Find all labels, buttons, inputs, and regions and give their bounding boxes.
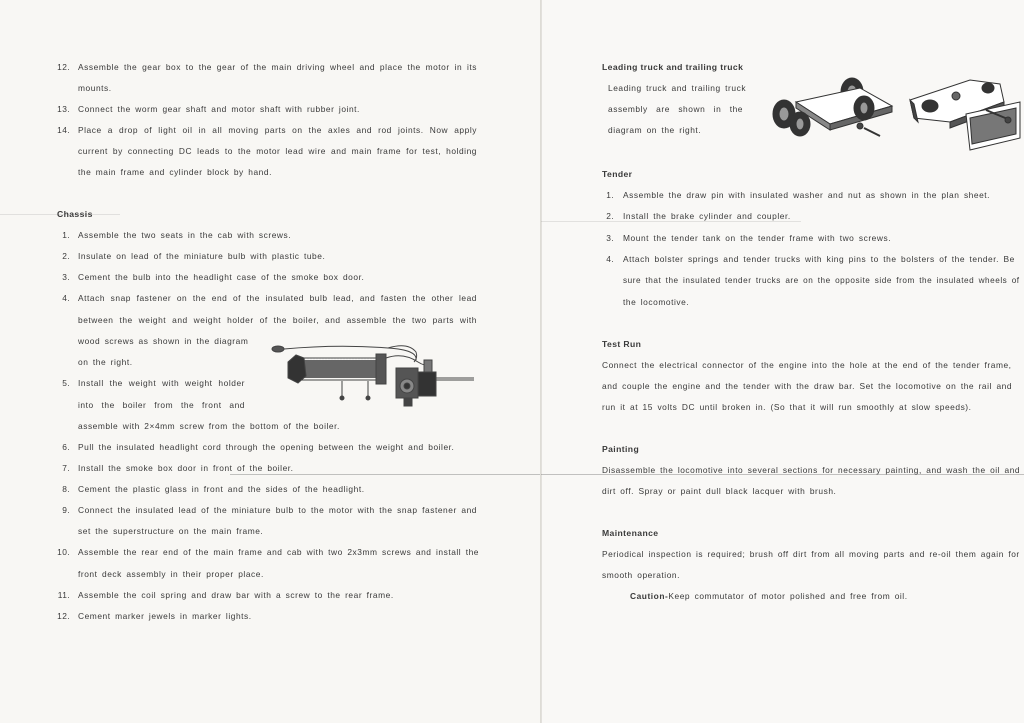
list-item-line: Install the brake cylinder and coupler. [623, 211, 791, 221]
list-number: 9. [62, 505, 70, 515]
paper-crease [541, 474, 1024, 475]
list-number: 4. [606, 254, 614, 264]
list-number: 8. [62, 484, 70, 494]
list-item-line: between the weight and weight holder of the boiler, and assemble the two parts with [78, 315, 477, 325]
list-item-line: Cement the plastic glass in front and the sides of the headlight. [78, 484, 365, 494]
list-item-line: Assemble the rear end of the main frame and cab with two 2x3mm screws and install the [78, 547, 479, 557]
list-item-line: Attach snap fastener on the end of the insulated bulb lead, and fasten the other lead [78, 293, 477, 303]
page-fold [540, 0, 542, 723]
list-item-line: wood screws as shown in the diagram [78, 336, 249, 346]
list-item-line: Cement marker jewels in marker lights. [78, 611, 252, 621]
list-item-line: the main frame and cylinder block by hand. [78, 167, 272, 177]
list-number: 4. [62, 293, 70, 303]
list-item-line: current by connecting DC leads to the motor lead wire and main frame for test, holding [78, 146, 477, 156]
paragraph-line: Connect the electrical connector of the engine into the hole at the end of the tender frame, [602, 360, 1012, 370]
section-heading-leading-truck: Leading truck and trailing truck [602, 62, 744, 72]
list-number: 13. [57, 104, 70, 114]
list-item-line: Connect the insulated lead of the miniature bulb to the motor with the snap fastener and [78, 505, 477, 515]
caution-note [630, 591, 908, 602]
section-heading-painting: Painting [602, 444, 640, 454]
list-number: 1. [606, 190, 614, 200]
list-number: 3. [606, 233, 614, 243]
paper-crease [230, 474, 540, 475]
caution-label: Caution- [630, 591, 669, 601]
truck-assembly-diagram [760, 62, 1022, 152]
list-item-line: Attach bolster springs and tender trucks with king pins to the bolsters of the tender. Be [623, 254, 1015, 264]
section-heading-maintenance: Maintenance [602, 528, 659, 538]
list-item-line: Place a drop of light oil in all moving parts on the axles and rod joints. Now apply [78, 125, 477, 135]
list-item-line: Insulate on lead of the miniature bulb with plastic tube. [78, 251, 326, 261]
caution-text: Keep commutator of motor polished and free from oil. [668, 591, 908, 601]
list-item-line: sure that the insulated tender trucks are on the opposite side from the insulated wheels of [623, 275, 1020, 285]
paragraph-line: Leading truck and trailing truck [608, 83, 747, 93]
list-number: 7. [62, 463, 70, 473]
list-item-line: Assemble the draw pin with insulated washer and nut as shown in the plan sheet. [623, 190, 991, 200]
list-item-line: front deck assembly in their proper place. [78, 569, 264, 579]
list-number: 12. [57, 62, 70, 72]
section-heading-chassis: Chassis [57, 209, 93, 219]
paragraph-line: diagram on the right. [608, 125, 702, 135]
list-item-line: Install the weight with weight holder [78, 378, 245, 388]
list-item-line: assemble with 2×4mm screw from the bottom of the boiler. [78, 421, 340, 431]
section-heading-tender: Tender [602, 169, 633, 179]
list-number: 12. [57, 611, 70, 621]
list-item-line: Connect the worm gear shaft and motor shaft with rubber joint. [78, 104, 360, 114]
list-item-line: on the right. [78, 357, 133, 367]
list-number: 11. [57, 590, 70, 600]
list-number: 1. [62, 230, 70, 240]
list-item-line: the locomotive. [623, 297, 690, 307]
paragraph-line: dirt off. Spray or paint dull black lacquer with brush. [602, 486, 837, 496]
list-item-line: into the boiler from the front and [78, 400, 245, 410]
list-number: 2. [606, 211, 614, 221]
paragraph-line: smooth operation. [602, 570, 680, 580]
section-heading-test-run: Test Run [602, 339, 642, 349]
list-number: 3. [62, 272, 70, 282]
paragraph-line: Periodical inspection is required; brush off dirt from all moving parts and re-oil them again for [602, 549, 1020, 559]
list-item-line: mounts. [78, 83, 112, 93]
list-number: 2. [62, 251, 70, 261]
list-number: 10. [57, 547, 70, 557]
list-number: 6. [62, 442, 70, 452]
paper-crease [541, 221, 801, 222]
list-item-line: Assemble the gear box to the gear of the main driving wheel and place the motor in its [78, 62, 477, 72]
boiler-assembly-diagram [268, 338, 478, 423]
list-number: 5. [62, 378, 70, 388]
list-item-line: Mount the tender tank on the tender frame with two screws. [623, 233, 892, 243]
paragraph-line: assembly are shown in the [608, 104, 743, 114]
list-item-line: Pull the insulated headlight cord through the opening between the weight and boiler. [78, 442, 455, 452]
list-item-line: set the superstructure on the main frame. [78, 526, 264, 536]
list-item-line: Cement the bulb into the headlight case of the smoke box door. [78, 272, 365, 282]
list-item-line: Install the smoke box door in front of the boiler. [78, 463, 294, 473]
list-number: 14. [57, 125, 70, 135]
list-item-line: Assemble the two seats in the cab with screws. [78, 230, 292, 240]
paragraph-line: and couple the engine and the tender with the draw bar. Set the locomotive on the rail and [602, 381, 1013, 391]
paragraph-line: run it at 15 volts DC until broken in. (So that it will run smoothly at slow speeds). [602, 402, 972, 412]
list-item-line: Assemble the coil spring and draw bar with a screw to the rear frame. [78, 590, 394, 600]
paragraph-line: Disassemble the locomotive into several sections for necessary painting, and wash the oil and [602, 465, 1021, 475]
